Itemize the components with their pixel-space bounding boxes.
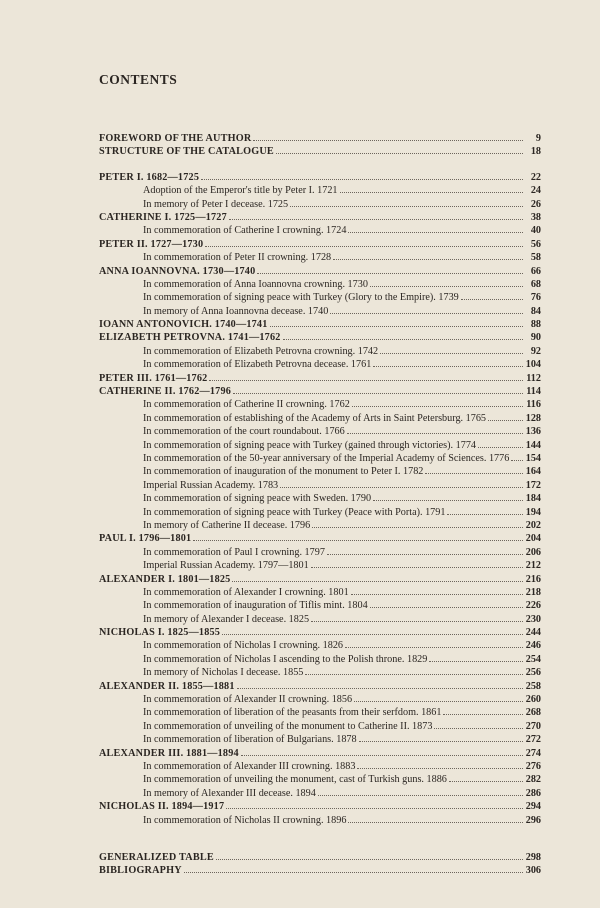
toc-subentry [99,184,541,197]
toc-entry-label: In commemoration of Catherine II crowning. 1762 [143,399,350,411]
toc-section-entry [99,385,541,398]
dot-leader [283,339,523,340]
toc-page-number: 282 [525,774,541,786]
dot-leader [348,232,523,233]
toc-entry-label: In commemoration of establishing of the Academy of Arts in Saint Petersburg. 1765 [143,412,487,424]
toc-section-entry [99,573,541,586]
toc-entry-label: In memory of Anna Ioannovna decease. 1740 [143,305,329,317]
toc-page-number: 66 [530,265,541,277]
dot-leader [232,581,523,582]
toc-subentry [99,345,541,358]
toc-entry-label: BIBLIOGRAPHY [99,865,182,877]
dot-leader [449,781,523,782]
toc-section-entry [99,680,541,693]
toc-section-entry [99,171,541,184]
toc-page-number: 164 [525,466,541,478]
toc-section-entry [99,145,541,158]
dot-leader [443,714,523,715]
dot-leader [352,406,523,407]
dot-leader [226,808,523,809]
toc-subentry [99,439,541,452]
toc-entry-label: In commemoration of signing peace with Turkey (gained through victories). 1774 [143,439,477,451]
toc-page-number: 104 [525,359,541,371]
toc-entry-label: In commemoration of Nicholas I ascending to the Polish throne. 1829 [143,653,428,665]
toc-subentry [99,613,541,626]
dot-leader [270,326,523,327]
toc-entry-label: ALEXANDER II. 1855—1881 [99,680,235,692]
toc-subentry [99,706,541,719]
dot-leader [327,554,523,555]
toc-entry-label: STRUCTURE OF THE CATALOGUE [99,146,274,158]
dot-leader [311,567,523,568]
toc-entry-label: ALEXANDER I. 1801—1825 [99,573,231,585]
dot-leader [257,273,523,274]
toc-page-number: 212 [525,560,541,572]
toc-subentry [99,814,541,827]
toc-subentry [99,506,541,519]
toc-section-entry [99,372,541,385]
dot-leader [209,380,523,381]
toc-entry-label: In commemoration of Paul I crowning. 1797 [143,546,325,558]
toc-entry-label: CATHERINE II. 1762—1796 [99,386,232,398]
dot-leader [348,822,523,823]
table-of-contents [99,132,541,878]
toc-subentry [99,305,541,318]
toc-entry-label: In commemoration of liberation of the peasants from their serfdom. 1861 [143,707,442,719]
toc-entry-label: CATHERINE I. 1725—1727 [99,211,227,223]
dot-leader [380,353,523,354]
toc-entry-label: PAUL I. 1796—1801 [99,533,192,545]
toc-page-number: 226 [525,600,541,612]
toc-subentry [99,492,541,505]
toc-page-number: 298 [525,851,541,863]
toc-entry-label: In commemoration of Catherine I crowning. 1724 [143,225,347,237]
dot-leader [237,688,523,689]
toc-page-number: 274 [525,747,541,759]
dot-leader [425,473,523,474]
toc-entry-label: ANNA IOANNOVNA. 1730—1740 [99,265,256,277]
toc-section-entry [99,318,541,331]
toc-page-number: 230 [525,613,541,625]
dot-leader [357,768,523,769]
dot-leader [276,153,523,154]
toc-entry-label: In commemoration of unveiling the monument, cast of Turkish guns. 1886 [143,774,447,786]
dot-leader [429,661,523,662]
toc-page-number: 154 [525,452,541,464]
dot-leader [330,313,523,314]
toc-entry-label: In commemoration of signing peace with Turkey (Peace with Porta). 1791 [143,506,446,518]
toc-section-entry [99,132,541,145]
toc-page-number: 294 [525,801,541,813]
toc-entry-label: In commemoration of unveiling of the monument to Catherine II. 1873 [143,720,433,732]
toc-subentry [99,546,541,559]
toc-subentry [99,425,541,438]
toc-subentry [99,465,541,478]
toc-page-number: 38 [530,211,541,223]
toc-entry-label: In commemoration of Peter II crowning. 1728 [143,252,332,264]
toc-section-entry [99,238,541,251]
toc-subentry [99,251,541,264]
toc-section-entry [99,747,541,760]
toc-page-number: 286 [525,787,541,799]
toc-section-entry [99,331,541,344]
dot-leader [229,219,523,220]
toc-subentry [99,398,541,411]
toc-page-number: 204 [525,533,541,545]
dot-leader [311,621,523,622]
toc-entry-label: Adoption of the Emperor's title by Peter I. 1721 [143,185,338,197]
toc-page-number: 216 [525,573,541,585]
toc-section-entry [99,532,541,545]
toc-entry-label: In commemoration of liberation of Bulgarians. 1878 [143,734,357,746]
page-title: CONTENTS [99,72,178,87]
toc-subentry [99,278,541,291]
toc-entry-label: In commemoration of Anna Ioannovna crowning. 1730 [143,278,368,290]
toc-subentry [99,586,541,599]
toc-page-number: 246 [525,640,541,652]
dot-leader [373,366,523,367]
toc-page-number: 270 [525,720,541,732]
toc-page-number: 116 [526,399,541,411]
toc-page-number: 56 [530,238,541,250]
dot-leader [478,447,523,448]
section-spacer [99,159,541,171]
toc-entry-label: Imperial Russian Academy. 1797—1801 [143,560,309,572]
toc-page-number: 206 [525,546,541,558]
toc-subentry [99,412,541,425]
toc-entry-label: NICHOLAS II. 1894—1917 [99,801,225,813]
dot-leader [222,634,523,635]
toc-entry-label: In commemoration of Alexander III crowning. 1883 [143,760,356,772]
toc-subentry [99,760,541,773]
dot-leader [333,259,523,260]
dot-leader [354,701,523,702]
toc-entry-label: In commemoration of inauguration of Tiflis mint. 1804 [143,600,368,612]
section-spacer [99,827,541,851]
toc-page-number: 184 [525,493,541,505]
dot-leader [305,674,523,675]
toc-subentry [99,733,541,746]
toc-page-number: 254 [525,653,541,665]
dot-leader [351,594,523,595]
toc-page-number: 272 [525,734,541,746]
dot-leader [461,299,523,300]
toc-section-entry [99,265,541,278]
toc-page-number: 202 [525,519,541,531]
dot-leader [290,206,523,207]
dot-leader [345,647,523,648]
toc-page-number: 90 [530,332,541,344]
toc-page-number: 172 [525,479,541,491]
toc-entry-label: FOREWORD OF THE AUTHOR [99,133,252,144]
toc-entry-label: In memory of Alexander I decease. 1825 [143,613,310,625]
toc-entry-label: ELIZABETH PETROVNA. 1741—1762 [99,332,281,344]
toc-page-number: 9 [535,133,541,144]
toc-subentry [99,479,541,492]
toc-entry-label: Imperial Russian Academy. 1783 [143,479,279,491]
dot-leader [318,795,523,796]
dot-leader [201,179,523,180]
toc-entry-label: In commemoration of Nicholas I crowning. 1826 [143,640,344,652]
toc-entry-label: In commemoration of signing peace with Turkey (Glory to the Empire). 1739 [143,292,459,304]
toc-page-number: 256 [525,667,541,679]
dot-leader [511,460,523,461]
toc-page-number: 144 [525,439,541,451]
dot-leader [184,872,523,873]
toc-subentry [99,358,541,371]
toc-page-number: 88 [530,319,541,331]
toc-entry-label: In commemoration of the 50-year anniversary of the Imperial Academy of Sciences. 1776 [143,452,510,464]
dot-leader [373,500,523,501]
dot-leader [280,487,523,488]
toc-page-number: 40 [530,225,541,237]
toc-entry-label: PETER II. 1727—1730 [99,238,204,250]
dot-leader [340,192,523,193]
toc-entry-label: In memory of Peter I decease. 1725 [143,198,289,210]
toc-page-number: 76 [530,292,541,304]
toc-entry-label: In commemoration of Alexander II crowning. 1856 [143,694,353,706]
toc-page-number: 218 [525,586,541,598]
dot-leader [370,286,523,287]
toc-section-entry [99,626,541,639]
dot-leader [347,433,523,434]
toc-entry-label: PETER I. 1682—1725 [99,171,200,183]
toc-subentry [99,787,541,800]
toc-page-number: 276 [525,760,541,772]
toc-subentry [99,639,541,652]
toc-page-number: 26 [530,198,541,210]
toc-subentry [99,291,541,304]
toc-page-number: 260 [525,694,541,706]
toc-subentry [99,653,541,666]
toc-subentry [99,599,541,612]
toc-page-number: 18 [530,146,541,158]
toc-entry-label: In commemoration of Elizabeth Petrovna decease. 1761 [143,359,372,371]
dot-leader [370,607,523,608]
toc-entry-label: In commemoration of Elizabeth Petrovna crowning. 1742 [143,345,379,357]
toc-page-number: 136 [525,426,541,438]
toc-page-number: 114 [526,386,541,398]
toc-entry-label: In commemoration of inauguration of the monument to Peter I. 1782 [143,466,424,478]
toc-entry-label: In commemoration of Alexander I crowning. 1801 [143,586,349,598]
toc-subentry [99,559,541,572]
toc-entry-label: NICHOLAS I. 1825—1855 [99,627,221,639]
toc-page-number: 112 [526,372,541,384]
toc-section-entry [99,800,541,813]
toc-page-number: 244 [525,627,541,639]
toc-page-number: 92 [530,345,541,357]
toc-page-number: 22 [530,171,541,183]
toc-entry-label: ALEXANDER III. 1881—1894 [99,747,239,759]
toc-subentry [99,720,541,733]
dot-leader [216,859,523,860]
toc-subentry [99,519,541,532]
toc-page-number: 24 [530,185,541,197]
toc-entry-label: In memory of Nicholas I decease. 1855 [143,667,304,679]
toc-page-number: 194 [525,506,541,518]
toc-entry-label: PETER III. 1761—1762 [99,372,208,384]
toc-page-number: 268 [525,707,541,719]
dot-leader [233,393,523,394]
toc-entry-label: In memory of Catherine II decease. 1796 [143,519,311,531]
toc-page-number: 258 [525,680,541,692]
toc-subentry [99,773,541,786]
toc-page-number: 68 [530,278,541,290]
dot-leader [447,514,523,515]
toc-section-entry [99,211,541,224]
toc-section-entry [99,851,541,864]
toc-subentry [99,224,541,237]
dot-leader [193,540,523,541]
toc-section-entry [99,864,541,877]
dot-leader [312,527,523,528]
toc-entry-label: In commemoration of Nicholas II crowning. 1896 [143,814,347,826]
toc-entry-label: IOANN ANTONOVICH. 1740—1741 [99,319,268,331]
toc-page-number: 84 [530,305,541,317]
toc-page-number: 296 [525,814,541,826]
toc-subentry [99,693,541,706]
toc-page-number: 306 [525,865,541,877]
toc-page-number: 58 [530,252,541,264]
dot-leader [241,755,523,756]
toc-subentry [99,666,541,679]
toc-entry-label: GENERALIZED TABLE [99,851,214,863]
toc-page-number: 128 [525,412,541,424]
toc-entry-label: In memory of Alexander III decease. 1894 [143,787,316,799]
toc-entry-label: In commemoration of signing peace with Sweden. 1790 [143,493,372,505]
dot-leader [488,420,523,421]
dot-leader [253,140,523,141]
dot-leader [205,246,523,247]
toc-subentry [99,198,541,211]
dot-leader [359,741,523,742]
dot-leader [434,728,523,729]
toc-entry-label: In commemoration of the court roundabout. 1766 [143,426,345,438]
toc-subentry [99,452,541,465]
